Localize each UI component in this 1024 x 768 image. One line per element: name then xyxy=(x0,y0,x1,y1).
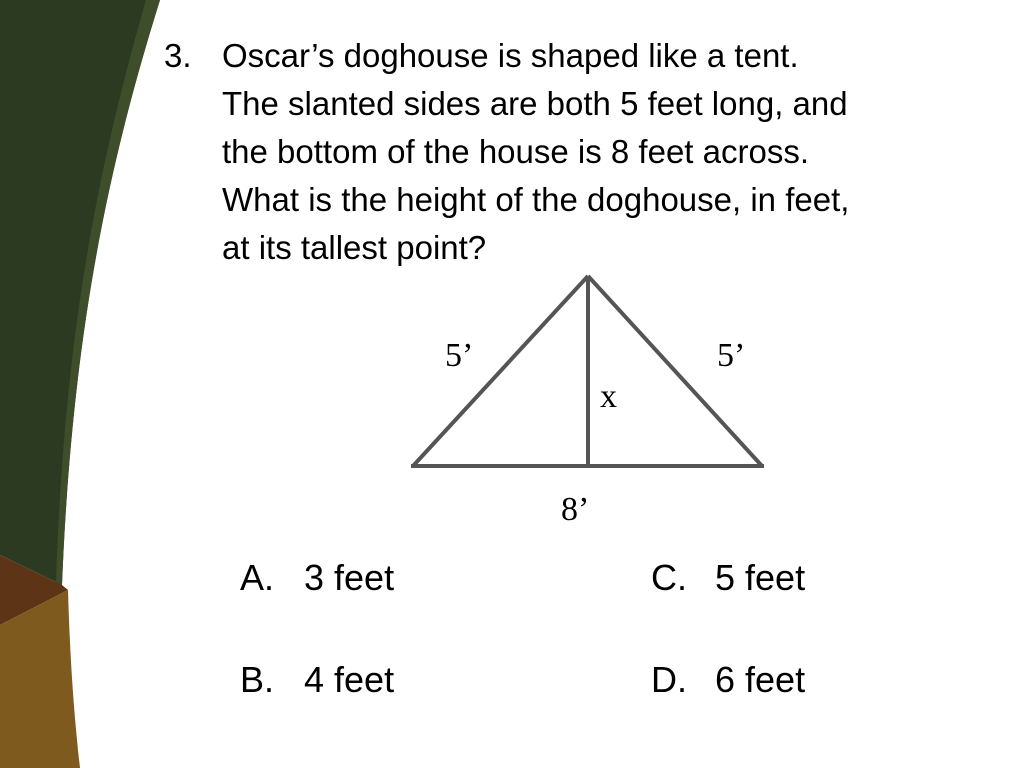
answer-text: 3 feet xyxy=(304,557,395,598)
base-label: 8’ xyxy=(561,491,590,528)
answer-choice-a xyxy=(240,558,394,598)
left-side-label: 5’ xyxy=(445,337,474,374)
slide-background-decoration xyxy=(0,0,200,768)
answer-letter: C. xyxy=(651,557,687,598)
answer-letter: B. xyxy=(240,659,275,700)
answer-text: 5 feet xyxy=(715,557,806,598)
answer-letter: A. xyxy=(240,557,275,598)
answer-choice-d xyxy=(651,660,805,700)
height-label: x xyxy=(600,378,617,415)
question-text xyxy=(222,32,1002,272)
question-line: The slanted sides are both 5 feet long, and xyxy=(222,85,848,122)
answer-text: 4 feet xyxy=(304,659,395,700)
doghouse-triangle-diagram xyxy=(405,268,775,533)
question-line: the bottom of the house is 8 feet across. xyxy=(222,133,810,170)
answer-choice-b xyxy=(240,660,394,700)
question-line: at its tallest point? xyxy=(222,229,487,266)
question-number: 3. xyxy=(164,37,192,74)
triangle-left-side xyxy=(413,276,588,466)
answer-text: 6 feet xyxy=(715,659,806,700)
right-side-label: 5’ xyxy=(717,337,746,374)
question-line: What is the height of the doghouse, in feet, xyxy=(222,181,850,218)
answer-letter: D. xyxy=(651,659,687,700)
decor-dark-green-band xyxy=(0,0,160,585)
question-line: Oscar’s doghouse is shaped like a tent. xyxy=(222,37,799,74)
answer-choice-c xyxy=(651,558,805,598)
